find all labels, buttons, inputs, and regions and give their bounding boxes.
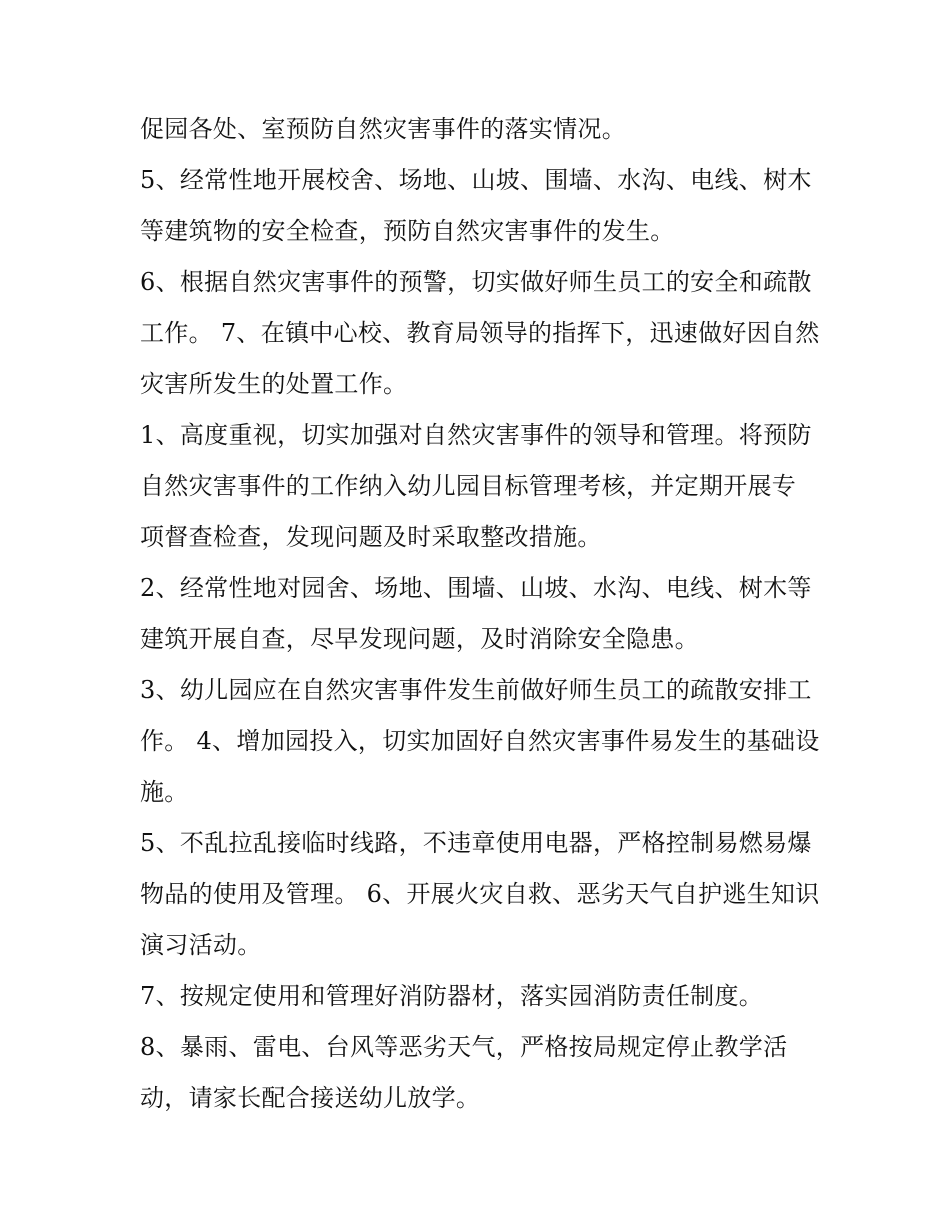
document-body xyxy=(140,104,820,1124)
paragraph-9: 8、暴雨、雷电、台风等恶劣天气，严格按局规定停止教学活动，请家长配合接送幼儿放学。 xyxy=(140,1033,788,1112)
paragraph-7: 5、不乱拉乱接临时线路，不违章使用电器，严格控制易燃易爆物品的使用及管理。 6、开展火灾自救、恶劣天气自护逃生知识演习活动。 xyxy=(140,829,820,959)
paragraph-6: 3、幼儿园应在自然灾害事件发生前做好师生员工的疏散安排工作。 4、增加园投入，切实加固好自然灾害事件易发生的基础设施。 xyxy=(140,676,820,806)
paragraph-8: 7、按规定使用和管理好消防器材，落实园消防责任制度。 xyxy=(140,982,764,1010)
paragraph-3: 6、根据自然灾害事件的预警，切实做好师生员工的安全和疏散工作。 7、在镇中心校、教育局领导的指挥下，迅速做好因自然灾害所发生的处置工作。 xyxy=(140,268,820,398)
paragraph-4: 1、高度重视，切实加强对自然灾害事件的领导和管理。将预防自然灾害事件的工作纳入幼儿园目标管理考核，并定期开展专项督查检查，发现问题及时采取整改措施。 xyxy=(140,421,812,551)
paragraph-5: 2、经常性地对园舍、场地、围墙、山坡、水沟、电线、树木等建筑开展自查，尽早发现问题，及时消除安全隐患。 xyxy=(140,574,812,653)
paragraph-1: 促园各处、室预防自然灾害事件的落实情况。 xyxy=(140,115,626,143)
paragraph-2: 5、经常性地开展校舍、场地、山坡、围墙、水沟、电线、树木等建筑物的安全检查，预防自然灾害事件的发生。 xyxy=(140,166,812,245)
